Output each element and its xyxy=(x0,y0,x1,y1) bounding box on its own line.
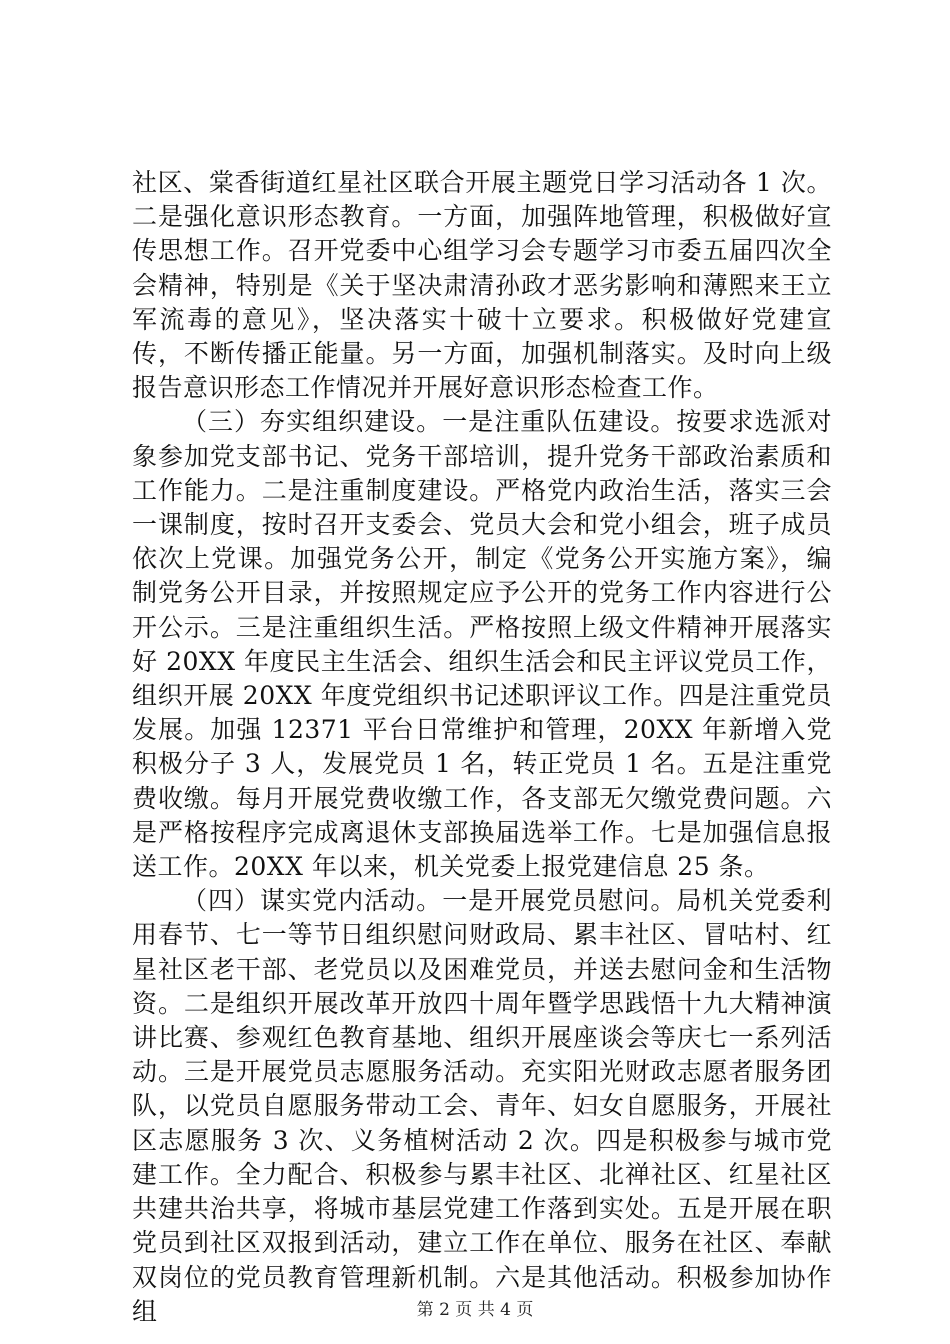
paragraph-1: 社区、棠香街道红星社区联合开展主题党日学习活动各 1 次。二是强化意识形态教育。一方面，加强阵地管理，积极做好宣传思想工作。召开党委中心组学习会专题学习市委五届四次全会精神，特别是《关于坚决肃清孙政才恶劣影响和薄熙来王立军流毒的意见》，坚决落实十破十立要求。积极做好党建宣传，不断传播正能量。另一方面，加强机制落实。及时向上级报告意识形态工作情况并开展好意识形态检查工作。 xyxy=(132,168,832,403)
page-footer: 第 2 页 共 4 页 xyxy=(416,1300,534,1320)
paragraph-2: （三）夯实组织建设。一是注重队伍建设。按要求选派对象参加党支部书记、党务干部培训，提升党务干部政治素质和工作能力。二是注重制度建设。严格党内政治生活，落实三会一课制度，按时召开支委会、党员大会和党小组会，班子成员依次上党课。加强党务公开，制定《党务公开实施方案》，编制党务公开目录，并按照规定应予公开的党务工作内容进行公开公示。三是注重组织生活。严格按照上级文件精神开展落实好 20XX 年度民主生活会、组织生活会和民主评议党员工作，组织开展 20XX 年度党组织书记述职评议工作。四是注重党员发展。加强 12371 平台日常维护和管理，20XX 年新增入党积极分子 3 人，发展党员 1 名，转正党员 1 名。五是注重党费收缴。每月开展党费收缴工作，各支部无欠缴党费问题。六是严格按程序完成离退休支部换届选举工作。七是加强信息报送工作。20XX 年以来，机关党委上报党建信息 25 条。 xyxy=(132,407,832,882)
paragraph-3: （四）谋实党内活动。一是开展党员慰问。局机关党委利用春节、七一等节日组织慰问财政局、累丰社区、冒咕村、红星社区老干部、老党员以及困难党员，并送去慰问金和生活物资。二是组织开展改革开放四十周年暨学思践悟十九大精神演讲比赛、参观红色教育基地、组织开展座谈会等庆七一系列活动。三是开展党员志愿服务活动。充实阳光财政志愿者服务团队，以党员自愿服务带动工会、青年、妇女自愿服务，开展社区志愿服务 3 次、义务植树活动 2 次。四是积极参与城市党建工作。全力配合、积极参与累丰社区、北禅社区、红星社区共建共治共享，将城市基层党建工作落到实处。五是开展在职党员到社区双报到活动，建立工作在单位、服务在社区、奉献双岗位的党员教育管理新机制。六是其他活动。积极参加协作组 xyxy=(132,886,832,1326)
document-body xyxy=(132,166,832,1329)
